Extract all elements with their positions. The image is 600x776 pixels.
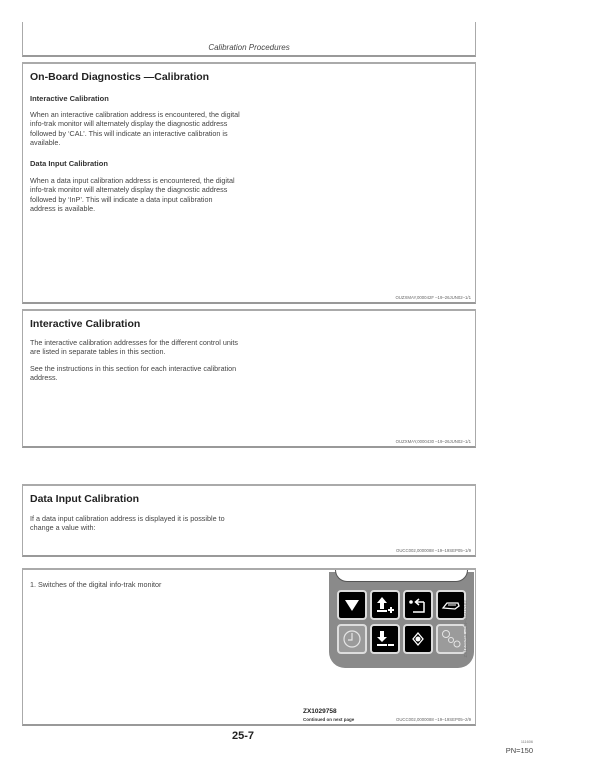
- subsection-title: Data Input Calibration: [30, 159, 108, 168]
- decrease-icon: [370, 624, 400, 654]
- down-arrow-icon: [337, 590, 367, 620]
- pn-label: PN=150: [505, 746, 533, 755]
- section-interactive-calibration: [22, 309, 476, 448]
- paragraph: When an interactive calibration address is encountered, the digital info-trak monitor will alternately display the diagnostic address followed by ‘CAL’. This will indicate an interactive calibration is available.: [30, 110, 240, 147]
- continued-note: Continued on next page: [303, 717, 355, 722]
- clock-icon: [337, 624, 367, 654]
- paragraph: The interactive calibration addresses for the different control units are listed in separate tables in this section.: [30, 338, 239, 357]
- section-data-input-calibration: [22, 484, 476, 557]
- reference-code: OUCC002,0000088 –19–19SEP05–2/9: [395, 717, 471, 722]
- diagnostic-icon: [403, 624, 433, 654]
- subsection-title: Interactive Calibration: [30, 94, 109, 103]
- return-icon: [403, 590, 433, 620]
- gears-icon: [436, 624, 466, 654]
- paragraph: When a data input calibration address is encountered, the digital info-trak monitor will alternately display the diagnostic address followed by ‘InP’. This will indicate a data input calibration address is available.: [30, 176, 235, 213]
- footer-code: 111606: [520, 740, 533, 744]
- reference-code: OUZXMAY,0000430 –19–26JUN02–1/1: [395, 439, 471, 444]
- section-title: Interactive Calibration: [30, 318, 141, 330]
- section-title: Data Input Calibration: [30, 493, 140, 505]
- running-header: [22, 22, 476, 57]
- list-item: 1. Switches of the digital info-trak monitor: [30, 580, 162, 589]
- monitor-display-edge: [335, 570, 468, 582]
- figure-code: ZX1029758: [303, 708, 337, 715]
- section-title: On-Board Diagnostics —Calibration: [30, 71, 210, 83]
- reference-code: OUCC002,0000088 –19–19SEP05–1/9: [395, 548, 471, 553]
- page-number: 25-7: [232, 730, 255, 742]
- paragraph: See the instructions in this section for each interactive calibration address.: [30, 364, 237, 383]
- machine-icon: [436, 590, 466, 620]
- increase-icon: [370, 590, 400, 620]
- section-switches: [22, 568, 476, 726]
- figure-monitor: [291, 570, 471, 724]
- figure-side-label: ZX1029758 –UN–14AUG02: [463, 600, 468, 658]
- monitor-panel: [329, 572, 474, 668]
- header-title: Calibration Procedures: [208, 43, 290, 52]
- paragraph: If a data input calibration address is displayed it is possible to change a value with:: [30, 514, 225, 533]
- section-onboard-diagnostics: [22, 62, 476, 304]
- reference-code: OUZXMAY,000042F –19–26JUN02–1/1: [395, 295, 471, 300]
